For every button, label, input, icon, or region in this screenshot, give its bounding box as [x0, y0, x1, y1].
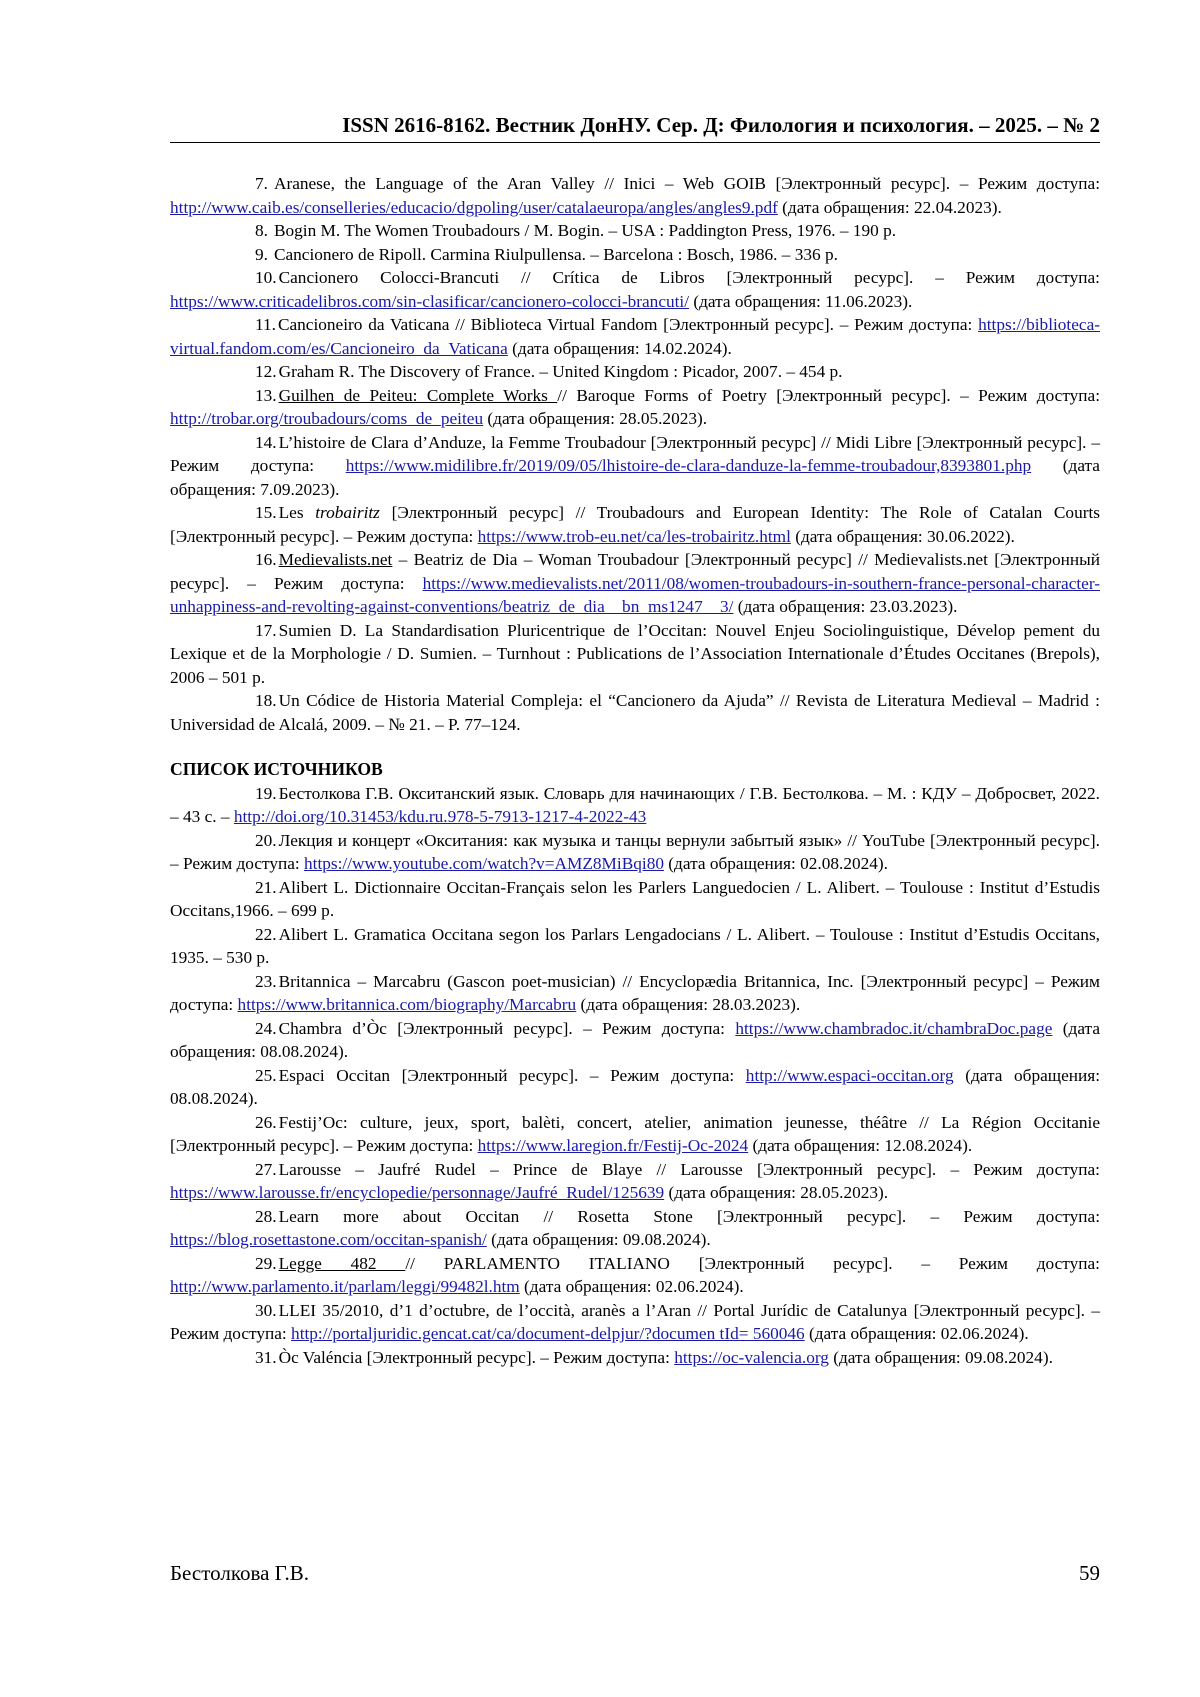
reference-text: Cancioneiro da Vaticana // Biblioteca Virtual Fandom [Электронный ресурс]. – Режим доступа: [277, 315, 979, 334]
reference-text: Лекция и концерт «Окситания: как музыка и танцы вернули забытый язык» // YouTube [Электронный ресурс]. – Режим доступа: [170, 830, 1100, 873]
reference-link[interactable]: http://www.espaci-occitan.org [745, 1065, 954, 1085]
reference-item [170, 431, 1100, 502]
reference-item [170, 266, 1100, 313]
reference-text: Graham R. The Discovery of France. – United Kingdom : Picador, 2007. – 454 p. [278, 362, 843, 381]
reference-number: 8. [255, 221, 268, 240]
reference-link[interactable]: http://www.caib.es/conselleries/educacio/dgpoling/user/catalaeuropa/angles/angles9.pdf [170, 197, 778, 217]
reference-text: Larousse – Jaufré Rudel – Prince de Blaye // Larousse [Электронный ресурс]. – Режим доступа: [278, 1159, 1100, 1179]
reference-text: (дата обращения: 09.08.2024). [486, 1230, 711, 1249]
reference-number: 25. [255, 1065, 277, 1085]
reference-number: 21. [255, 877, 277, 897]
reference-text: [Электронный ресурс] // Troubadours and European Identity: The Role of Catalan Courts [Электронный ресурс]. – Режим доступа: [170, 503, 1100, 546]
reference-item [170, 619, 1100, 690]
reference-text: Бестолкова Г.В. Окситанский язык. Словарь для начинающих / Г.В. Бестолкова. – М. : КДУ – Добросвет, 2022. – 43 с. – [170, 783, 1100, 826]
reference-item [170, 1346, 1100, 1370]
reference-text: Chambra d’Òc [Электронный ресурс]. – Режим доступа: [278, 1018, 736, 1038]
reference-text: (дата обращения: 30.06.2022). [790, 526, 1015, 546]
reference-link[interactable]: https://www.midilibre.fr/2019/09/05/lhistoire-de-clara-danduze-la-femme-troubadour,8393801.php [345, 456, 1032, 475]
reference-number: 28. [255, 1206, 277, 1226]
reference-item [170, 313, 1100, 360]
reference-text: Legge 482 [278, 1253, 406, 1273]
running-title: ISSN 2616-8162. Вестник ДонНУ. Сер. Д: Филология и психология. – 2025. – № 2 [170, 112, 1100, 143]
reference-number: 29. [255, 1253, 277, 1273]
reference-text: Britannica – Marcabru (Gascon poet-musician) // Encyclopædia Britannica, Inc. [Электронный ресурс] – Режим доступа: [170, 971, 1100, 1014]
reference-text: Guilhen de Peiteu: Complete Works [278, 385, 558, 405]
reference-item [170, 548, 1100, 619]
reference-text: Un Códice de Historia Material Compleja: el “Cancionero da Ajuda” // Revista de Literatura Medieval – Madrid : Universidad de Alcalá, 2009. – № 21. – P. 77–124. [170, 691, 1100, 734]
reference-number: 14. [255, 432, 277, 452]
reference-text: Sumien D. La Standardisation Pluricentrique de l’Occitan: Nouvel Enjeu Sociolinguistique, Dévelop pement du Lexique et de la Morphologie / D. Sumien. – Turnhout : Publications de l’Association Internationale d’Études Occitanes (Brepols), 2006 – 501 p. [170, 620, 1100, 687]
reference-text: Les [278, 503, 316, 522]
reference-item [170, 923, 1100, 970]
reference-text: // Baroque Forms of Poetry [Электронный ресурс]. – Режим доступа: [557, 385, 1101, 405]
reference-text: (дата обращения: 09.08.2024). [828, 1347, 1053, 1367]
reference-text: Alibert L. Dictionnaire Occitan-Français selon les Parlers Languedocien / L. Alibert. – Toulouse : Institut d’Estudis Occitans,1966. – 699 p. [170, 877, 1100, 920]
reference-number: 23. [255, 971, 277, 991]
reference-item [170, 172, 1100, 219]
reference-text: Aranese, the Language of the Aran Valley // Inici – Web GOIB [Электронный ресурс]. – Режим доступа: [273, 174, 1100, 193]
reference-link[interactable]: http://portaljuridic.gencat.cat/ca/document-delpjur/?documen tId= 560046 [291, 1324, 805, 1343]
reference-text: L’histoire de Clara d’Anduze, la Femme Troubadour [Электронный ресурс] // Midi Libre [Электронный ресурс]. – Режим доступа: [170, 432, 1100, 475]
reference-item [170, 243, 1100, 267]
reference-text: (дата обращения: 28.03.2023). [576, 995, 801, 1014]
reference-list-part2 [170, 782, 1100, 1370]
reference-number: 15. [255, 503, 277, 522]
reference-text: Learn more about Occitan // Rosetta Stone [Электронный ресурс]. – Режим доступа: [278, 1206, 1100, 1226]
reference-text: Espaci Occitan [Электронный ресурс]. – Режим доступа: [278, 1065, 746, 1085]
reference-link[interactable]: https://www.medievalists.net/2011/08/women-troubadours-in-southern-france-personal-character-unhappiness-and-revolting-against-conventions/beatriz_de_dia__bn_ms1247__3/ [170, 573, 1100, 616]
reference-item [170, 501, 1100, 548]
reference-link[interactable]: https://blog.rosettastone.com/occitan-spanish/ [170, 1230, 487, 1249]
reference-number: 13. [255, 385, 277, 405]
reference-item [170, 1064, 1100, 1111]
reference-item [170, 384, 1100, 431]
reference-link[interactable]: https://www.larousse.fr/encyclopedie/personnage/Jaufré_Rudel/125639 [170, 1183, 665, 1202]
reference-link[interactable]: https://www.chambradoc.it/chambraDoc.page [735, 1018, 1053, 1038]
reference-text: (дата обращения: 02.08.2024). [663, 854, 888, 873]
reference-text: Alibert L. Gramatica Occitana segon los Parlars Lengadocians / L. Alibert. – Toulouse : Institut d’Estudis Occitans, 1935. – 530 p. [170, 924, 1100, 967]
reference-text: (дата обращения: 08.08.2024). [170, 1018, 1100, 1061]
reference-text: (дата обращения: 28.05.2023). [664, 1183, 889, 1202]
reference-link[interactable]: https://www.criticadelibros.com/sin-clasificar/cancionero-colocci-brancuti/ [170, 291, 690, 311]
reference-number: 12. [255, 362, 277, 381]
reference-number: 24. [255, 1018, 277, 1038]
reference-text: (дата обращения: 23.03.2023). [733, 597, 958, 616]
reference-text: LLEI 35/2010, d’1 d’octubre, de l’occità, aranès a l’Aran // Portal Jurídic de Catalunya [Электронный ресурс]. – Режим доступа: [170, 1300, 1100, 1343]
reference-number: 9. [255, 244, 268, 264]
reference-item [170, 1017, 1100, 1064]
reference-number: 16. [255, 550, 277, 569]
reference-link[interactable]: https://www.laregion.fr/Festij-Oc-2024 [477, 1136, 749, 1155]
reference-text: (дата обращения: 22.04.2023). [777, 197, 1002, 217]
reference-link[interactable]: https://www.trob-eu.net/ca/les-trobairitz.html [477, 526, 791, 546]
reference-item [170, 876, 1100, 923]
reference-text: Òc Valéncia [Электронный ресурс]. – Режим доступа: [278, 1347, 675, 1367]
reference-link[interactable]: http://trobar.org/troubadours/coms_de_peiteu [170, 409, 484, 428]
reference-number: 30. [255, 1300, 277, 1320]
references-container [170, 172, 1100, 1369]
reference-number: 10. [255, 268, 277, 287]
reference-item [170, 1205, 1100, 1252]
reference-number: 17. [255, 620, 277, 640]
reference-link[interactable]: http://www.parlamento.it/parlam/leggi/99482l.htm [170, 1277, 520, 1296]
reference-item [170, 1299, 1100, 1346]
reference-number: 31. [255, 1347, 277, 1367]
reference-number: 19. [255, 783, 277, 803]
section-title-sources: СПИСОК ИСТОЧНИКОВ [170, 759, 383, 779]
reference-text: Bogin M. The Women Troubadours / M. Bogin. – USA : Paddington Press, 1976. – 190 p. [273, 221, 897, 240]
reference-link[interactable]: https://www.youtube.com/watch?v=AMZ8MiBqi80 [304, 854, 664, 873]
reference-text: (дата обращения: 12.08.2024). [748, 1136, 973, 1155]
reference-text: (дата обращения: 08.08.2024). [170, 1065, 1101, 1108]
reference-text: Cancionero de Ripoll. Carmina Riulpullensa. – Barcelona : Bosch, 1986. – 336 p. [273, 244, 838, 264]
reference-text: (дата обращения: 02.06.2024). [519, 1277, 744, 1296]
reference-number: 18. [255, 691, 277, 710]
reference-text: (дата обращения: 11.06.2023). [689, 291, 913, 311]
page-number: 59 [1079, 1561, 1100, 1585]
reference-list-part1 [170, 172, 1100, 736]
reference-item [170, 829, 1100, 876]
reference-link[interactable]: https://biblioteca-virtual.fandom.com/es/Cancioneiro_da_Vaticana [170, 315, 1100, 358]
reference-item [170, 689, 1100, 736]
reference-item [170, 1252, 1100, 1299]
reference-number: 26. [255, 1112, 277, 1132]
reference-link[interactable]: http://doi.org/10.31453/kdu.ru.978-5-7913-1217-4-2022-43 [233, 807, 647, 826]
reference-text: // PARLAMENTO ITALIANO [Электронный ресурс]. – Режим доступа: [405, 1253, 1100, 1273]
reference-text: Medievalists.net [278, 550, 393, 569]
journal-page [170, 0, 1100, 1697]
reference-item [170, 360, 1100, 384]
reference-link[interactable]: https://oc-valencia.org [674, 1347, 829, 1367]
reference-number: 7. [255, 174, 268, 193]
reference-item [170, 1111, 1100, 1158]
reference-number: 11. [255, 315, 276, 334]
reference-text: trobairitz [315, 503, 380, 522]
reference-text: (дата обращения: 02.06.2024). [804, 1324, 1029, 1343]
reference-item [170, 1158, 1100, 1205]
reference-text: (дата обращения: 14.02.2024). [507, 338, 732, 358]
reference-text: – Beatriz de Dia – Woman Troubadour [Электронный ресурс] // Medievalists.net [Электронный ресурс]. – Режим доступа: [170, 550, 1100, 593]
reference-text: Festij’Oc: culture, jeux, sport, balèti, concert, atelier, animation jeunesse, théâtre // La Région Occitanie [Электронный ресурс]. – Режим доступа: [170, 1112, 1100, 1155]
reference-item [170, 970, 1100, 1017]
reference-text: (дата обращения: 7.09.2023). [170, 456, 1100, 499]
footer-author: Бестолкова Г.В. [170, 1561, 309, 1585]
reference-number: 20. [255, 830, 277, 850]
reference-number: 27. [255, 1159, 277, 1179]
reference-item [170, 219, 1100, 243]
reference-link[interactable]: https://www.britannica.com/biography/Marcabru [237, 995, 577, 1014]
reference-text: (дата обращения: 28.05.2023). [483, 409, 708, 428]
reference-text: Cancionero Colocci-Brancuti // Crítica de Libros [Электронный ресурс]. – Режим доступа: [278, 268, 1100, 287]
reference-item [170, 782, 1100, 829]
reference-number: 22. [255, 924, 277, 944]
